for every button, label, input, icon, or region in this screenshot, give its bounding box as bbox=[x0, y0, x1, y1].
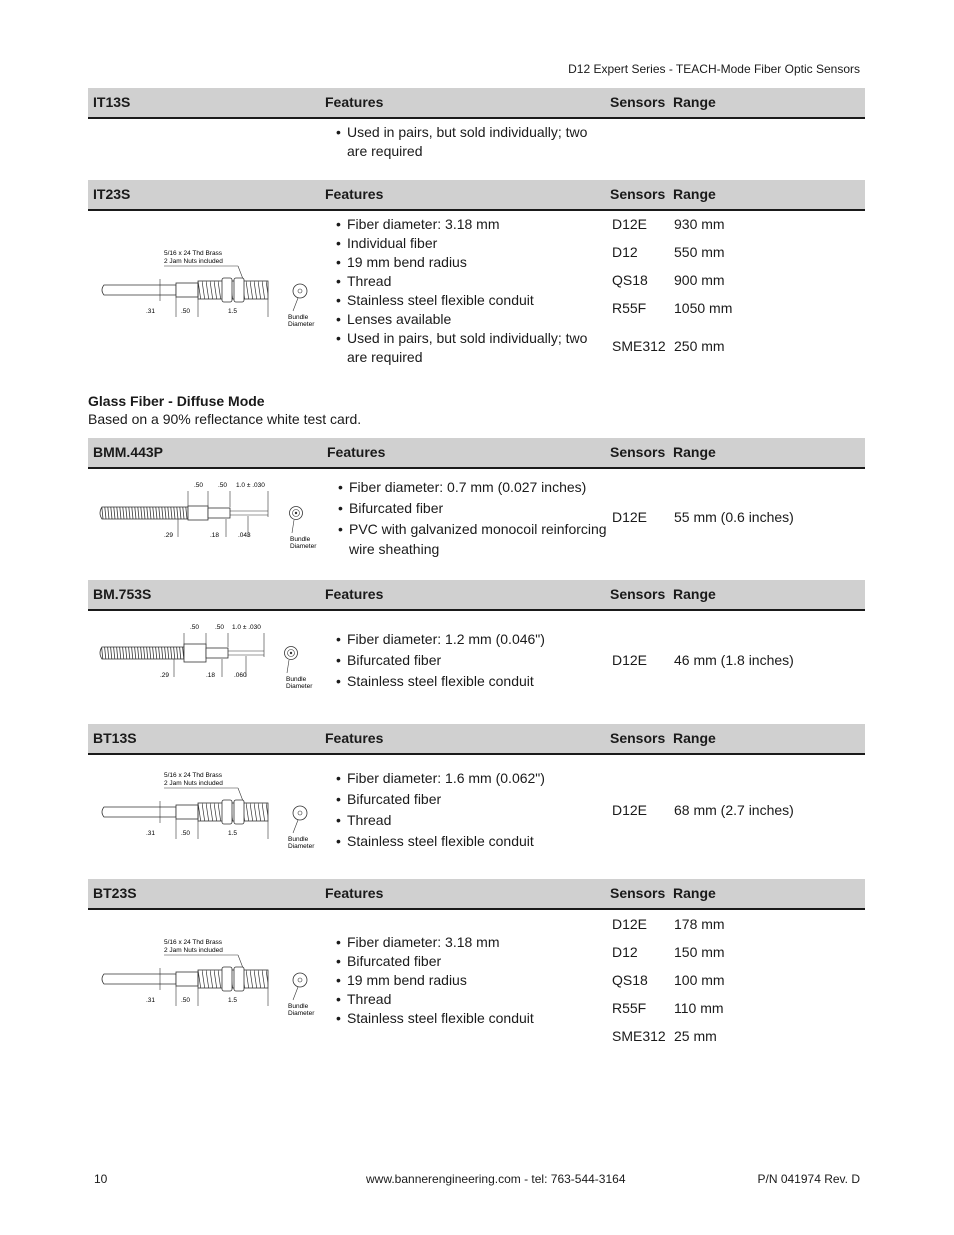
sensor-range: 46 mm (1.8 inches) bbox=[674, 652, 794, 668]
feature-item: • Fiber diameter: 1.2 mm (0.046") bbox=[336, 629, 606, 650]
product-name: IT23S bbox=[93, 186, 131, 202]
table-header bbox=[88, 724, 865, 755]
sensor-name: R55F bbox=[612, 300, 647, 316]
sensor-row bbox=[612, 650, 865, 670]
sensor-name: D12E bbox=[612, 216, 648, 232]
sensor-row bbox=[612, 914, 865, 934]
range-header: Range bbox=[673, 444, 716, 460]
bm753s-table bbox=[88, 580, 865, 721]
dimension-label: .31 bbox=[146, 308, 156, 315]
sensor-name: QS18 bbox=[612, 272, 648, 288]
sensor-name: D12 bbox=[612, 944, 638, 960]
product-name: BT23S bbox=[93, 885, 137, 901]
feature-list bbox=[336, 768, 606, 852]
sensor-name: R55F bbox=[612, 1000, 647, 1016]
sensor-range: 25 mm bbox=[674, 1028, 717, 1044]
sensor-name: D12E bbox=[612, 652, 648, 668]
drawing-note: 5/16 x 24 Thd Brass bbox=[164, 250, 223, 257]
sensors-header: Sensors bbox=[610, 444, 666, 460]
bt23s-table bbox=[88, 879, 865, 1060]
dimension-label: .50 bbox=[194, 482, 204, 489]
product-name: IT13S bbox=[93, 94, 131, 110]
feature-item: • Thread bbox=[336, 272, 606, 291]
sensor-name: D12 bbox=[612, 244, 638, 260]
sensor-row bbox=[612, 298, 865, 318]
feature-item: • Thread bbox=[336, 810, 606, 831]
sensor-name: SME312 bbox=[612, 338, 666, 354]
feature-item: • 19 mm bend radius bbox=[336, 253, 606, 272]
threaded-fiber-drawing bbox=[98, 241, 328, 351]
dimension-label: .50 bbox=[181, 308, 191, 315]
product-name: BMM.443P bbox=[93, 444, 164, 460]
range-header: Range bbox=[673, 94, 716, 110]
sensor-range: 68 mm (2.7 inches) bbox=[674, 802, 794, 818]
it13s-table bbox=[88, 88, 865, 179]
features-header: Features bbox=[325, 586, 384, 602]
dimension-label: .18 bbox=[206, 672, 216, 679]
table-header bbox=[88, 438, 865, 469]
feature-list bbox=[336, 123, 606, 161]
dimension-label: .50 bbox=[181, 830, 191, 837]
feature-list bbox=[336, 215, 606, 367]
sensor-row bbox=[612, 970, 865, 990]
sensor-row bbox=[612, 270, 865, 290]
sensor-row bbox=[612, 336, 865, 356]
dimension-label: 1.5 bbox=[228, 830, 238, 837]
feature-item: • Stainless steel flexible conduit bbox=[336, 291, 606, 310]
drawing-note: 2 Jam Nuts included bbox=[164, 947, 223, 954]
feature-list bbox=[336, 933, 606, 1028]
threaded-fiber-drawing bbox=[98, 930, 328, 1040]
dimension-label: 1.5 bbox=[228, 997, 238, 1004]
bundle-label: Diameter bbox=[288, 321, 315, 328]
page-number: 10 bbox=[94, 1172, 108, 1186]
features-header: Features bbox=[325, 94, 384, 110]
table-header bbox=[88, 580, 865, 611]
bundle-label: Bundle bbox=[288, 314, 309, 321]
sensor-range: 900 mm bbox=[674, 272, 725, 288]
sensor-name: QS18 bbox=[612, 972, 648, 988]
sensor-range: 550 mm bbox=[674, 244, 725, 260]
monocoil-fiber-drawing bbox=[98, 479, 328, 559]
feature-item: • Individual fiber bbox=[336, 234, 606, 253]
feature-item: • Used in pairs, but sold individually; two are required bbox=[336, 329, 606, 367]
coil-fiber-drawing bbox=[98, 621, 328, 701]
dimension-label: .043 bbox=[238, 532, 251, 539]
threaded-fiber-drawing bbox=[98, 763, 328, 873]
bundle-label: Bundle bbox=[288, 1003, 309, 1010]
feature-item: • Stainless steel flexible conduit bbox=[336, 1009, 606, 1028]
range-header: Range bbox=[673, 586, 716, 602]
feature-item: • Thread bbox=[336, 990, 606, 1009]
section-title: Glass Fiber - Diffuse Mode bbox=[88, 393, 265, 409]
section-subtitle: Based on a 90% reflectance white test card. bbox=[88, 411, 362, 427]
sensor-range: 250 mm bbox=[674, 338, 725, 354]
product-name: BM.753S bbox=[93, 586, 152, 602]
part-number: P/N 041974 Rev. D bbox=[757, 1172, 860, 1186]
dimension-label: .18 bbox=[210, 532, 220, 539]
sensor-row bbox=[612, 998, 865, 1018]
sensor-name: D12E bbox=[612, 509, 648, 525]
sensors-header: Sensors bbox=[610, 186, 666, 202]
sensor-name: D12E bbox=[612, 802, 648, 818]
feature-item: • 19 mm bend radius bbox=[336, 971, 606, 990]
feature-list bbox=[336, 629, 606, 692]
sensor-range: 100 mm bbox=[674, 972, 725, 988]
sensor-row bbox=[612, 242, 865, 262]
bundle-label: Diameter bbox=[288, 843, 315, 850]
dimension-label: .060 bbox=[234, 672, 247, 679]
feature-item: • Stainless steel flexible conduit bbox=[336, 671, 606, 692]
sensor-row bbox=[612, 214, 865, 234]
dimension-label: .50 bbox=[218, 482, 228, 489]
sensor-name: SME312 bbox=[612, 1028, 666, 1044]
bundle-label: Bundle bbox=[286, 676, 307, 683]
dimension-label: .31 bbox=[146, 830, 156, 837]
header-title: D12 Expert Series - TEACH-Mode Fiber Optic Sensors bbox=[568, 62, 860, 76]
sensors-header: Sensors bbox=[610, 730, 666, 746]
table-header bbox=[88, 879, 865, 910]
contact-link[interactable]: www.bannerengineering.com - tel: 763-544-3164 bbox=[366, 1172, 626, 1186]
feature-list bbox=[338, 477, 608, 559]
bundle-label: Diameter bbox=[290, 543, 317, 550]
feature-item: • Bifurcated fiber bbox=[336, 952, 606, 971]
drawing-note: 2 Jam Nuts included bbox=[164, 780, 223, 787]
table-header bbox=[88, 88, 865, 119]
sensor-range: 1050 mm bbox=[674, 300, 733, 316]
sensor-range: 178 mm bbox=[674, 916, 725, 932]
dimension-label: .50 bbox=[215, 624, 225, 631]
feature-item: • Fiber diameter: 1.6 mm (0.062") bbox=[336, 768, 606, 789]
feature-item: • Bifurcated fiber bbox=[336, 650, 606, 671]
dimension-label: .29 bbox=[164, 532, 174, 539]
dimension-label: .50 bbox=[181, 997, 191, 1004]
range-header: Range bbox=[673, 885, 716, 901]
dimension-label: .31 bbox=[146, 997, 156, 1004]
feature-item: • Stainless steel flexible conduit bbox=[336, 831, 606, 852]
dimension-label: 1.0 ± .030 bbox=[232, 624, 261, 631]
drawing-note: 5/16 x 24 Thd Brass bbox=[164, 939, 223, 946]
sensors-header: Sensors bbox=[610, 885, 666, 901]
bundle-label: Diameter bbox=[288, 1010, 315, 1017]
feature-item: • Fiber diameter: 0.7 mm (0.027 inches) bbox=[338, 477, 608, 498]
feature-item: • Used in pairs, but sold individually; two are required bbox=[336, 123, 606, 161]
dimension-label: 1.5 bbox=[228, 308, 238, 315]
sensor-row bbox=[612, 800, 865, 820]
table-header bbox=[88, 180, 865, 211]
sensors-header: Sensors bbox=[610, 586, 666, 602]
bt13s-table bbox=[88, 724, 865, 875]
bmm443p-table bbox=[88, 438, 865, 579]
sensor-range: 55 mm (0.6 inches) bbox=[674, 509, 794, 525]
features-header: Features bbox=[325, 885, 384, 901]
product-name: BT13S bbox=[93, 730, 137, 746]
sensors-header: Sensors bbox=[610, 94, 666, 110]
features-header: Features bbox=[325, 186, 384, 202]
dimension-label: 1.0 ± .030 bbox=[236, 482, 265, 489]
sensor-name: D12E bbox=[612, 916, 648, 932]
feature-item: • Lenses available bbox=[336, 310, 606, 329]
feature-item: • Fiber diameter: 3.18 mm bbox=[336, 215, 606, 234]
range-header: Range bbox=[673, 186, 716, 202]
sensor-row bbox=[612, 942, 865, 962]
it23s-table bbox=[88, 180, 865, 391]
sensor-row bbox=[612, 1026, 865, 1046]
feature-item: • PVC with galvanized monocoil reinforcing wire sheathing bbox=[338, 519, 608, 559]
sensor-range: 150 mm bbox=[674, 944, 725, 960]
sensor-range: 110 mm bbox=[674, 1000, 724, 1016]
sensor-range: 930 mm bbox=[674, 216, 725, 232]
range-header: Range bbox=[673, 730, 716, 746]
features-header: Features bbox=[325, 730, 384, 746]
feature-item: • Bifurcated fiber bbox=[338, 498, 608, 519]
bundle-label: Bundle bbox=[288, 836, 309, 843]
drawing-note: 2 Jam Nuts included bbox=[164, 258, 223, 265]
feature-item: • Bifurcated fiber bbox=[336, 789, 606, 810]
feature-item: • Fiber diameter: 3.18 mm bbox=[336, 933, 606, 952]
dimension-label: .50 bbox=[190, 624, 200, 631]
bundle-label: Diameter bbox=[286, 683, 313, 690]
dimension-label: .29 bbox=[160, 672, 170, 679]
drawing-note: 5/16 x 24 Thd Brass bbox=[164, 772, 223, 779]
features-header: Features bbox=[327, 444, 386, 460]
bundle-label: Bundle bbox=[290, 536, 311, 543]
sensor-row bbox=[612, 507, 865, 527]
